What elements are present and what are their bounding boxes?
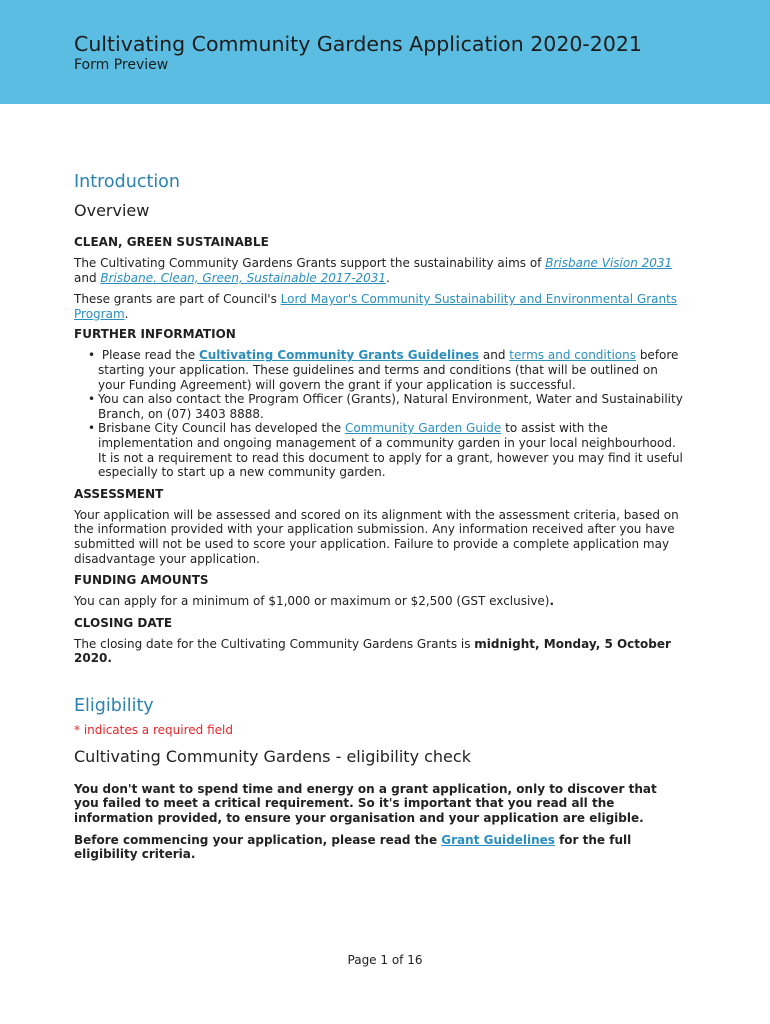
guidelines-link[interactable]: Cultivating Community Grants Guidelines <box>198 348 480 363</box>
further-information-label: FURTHER INFORMATION <box>74 327 236 342</box>
page-number: Page 1 of 16 <box>347 953 423 967</box>
list-item: • You can also contact the Program Officer (Grants), Natural Environment, Water and Sustainability Branch, on (07) 3403 8888. <box>98 392 684 421</box>
eligibility-intro-paragraph: You don't want to spend time and energy on a grant application, only to discover that you failed to meet a critical requirement. So it's important that you read all the information provided, to ensure your organisation and your application are eligible. <box>74 781 657 826</box>
grant-guidelines-link[interactable]: Grant Guidelines <box>441 832 555 847</box>
further-information-list <box>74 348 684 479</box>
assessment-paragraph: Your application will be assessed and scored on its alignment with the assessment criteria, based on the information provided with your application submission. Any information received after you have submitted will not be used to score your application. Failure to provide a complete application may disadvantage your application. <box>74 507 679 566</box>
closing-date-label: CLOSING DATE <box>74 615 173 630</box>
community-garden-guide-link[interactable]: Community Garden Guide <box>345 421 502 436</box>
sustainability-paragraph: The Cultivating Community Gardens Grants support the sustainability aims of Brisbane Vision 2031 and Brisbane. Clean, Green, Sustainable 2017-2031. <box>74 256 673 285</box>
form-content <box>74 170 684 862</box>
header-banner <box>0 0 770 104</box>
clean-green-label: CLEAN, GREEN SUSTAINABLE <box>74 235 269 249</box>
form-subtitle: Form Preview <box>74 57 169 73</box>
eligibility-heading: Eligibility <box>74 695 154 716</box>
eligibility-check-heading: Cultivating Community Gardens - eligibility check <box>74 746 471 766</box>
closing-date-paragraph: The closing date for the Cultivating Community Gardens Grants is midnight, Monday, 5 October 2020. <box>74 636 671 666</box>
terms-conditions-link[interactable]: terms and conditions <box>509 348 636 363</box>
required-field-note: * indicates a required field <box>74 722 233 737</box>
funding-amounts-label: FUNDING AMOUNTS <box>74 573 209 588</box>
eligibility-guidelines-paragraph: Before commencing your application, please read the Grant Guidelines for the full eligibility criteria. <box>74 832 632 862</box>
grants-program-paragraph: These grants are part of Council's Lord Mayor's Community Sustainability and Environmental Grants Program. <box>74 292 678 321</box>
funding-amounts-paragraph: You can apply for a minimum of $1,000 or maximum or $2,500 (GST exclusive). <box>74 594 555 609</box>
overview-heading: Overview <box>74 201 150 220</box>
assessment-label: ASSESSMENT <box>74 486 164 501</box>
list-item: • Please read the Cultivating Community Grants Guidelines and terms and conditions before starting your application. These guidelines and terms and conditions (that will be outlined on your Funding Agreement) will govern the grant if your application is successful. <box>98 348 684 392</box>
introduction-heading: Introduction <box>74 172 180 192</box>
grants-program-link[interactable]: Lord Mayor's Community Sustainability and Environmental Grants Program <box>74 292 678 321</box>
clean-green-sustainable-link[interactable]: Brisbane. Clean, Green, Sustainable 2017-2031 <box>100 270 387 285</box>
list-item: • Brisbane City Council has developed the Community Garden Guide to assist with the implementation and ongoing management of a community garden in your local neighbourhood. It is not a requirement to read this document to apply for a grant, however you may find it useful especially to start up a new community garden. <box>98 421 684 479</box>
form-title: Cultivating Community Gardens Application 2020-2021 <box>74 32 642 56</box>
brisbane-vision-link[interactable]: Brisbane Vision 2031 <box>545 256 673 270</box>
